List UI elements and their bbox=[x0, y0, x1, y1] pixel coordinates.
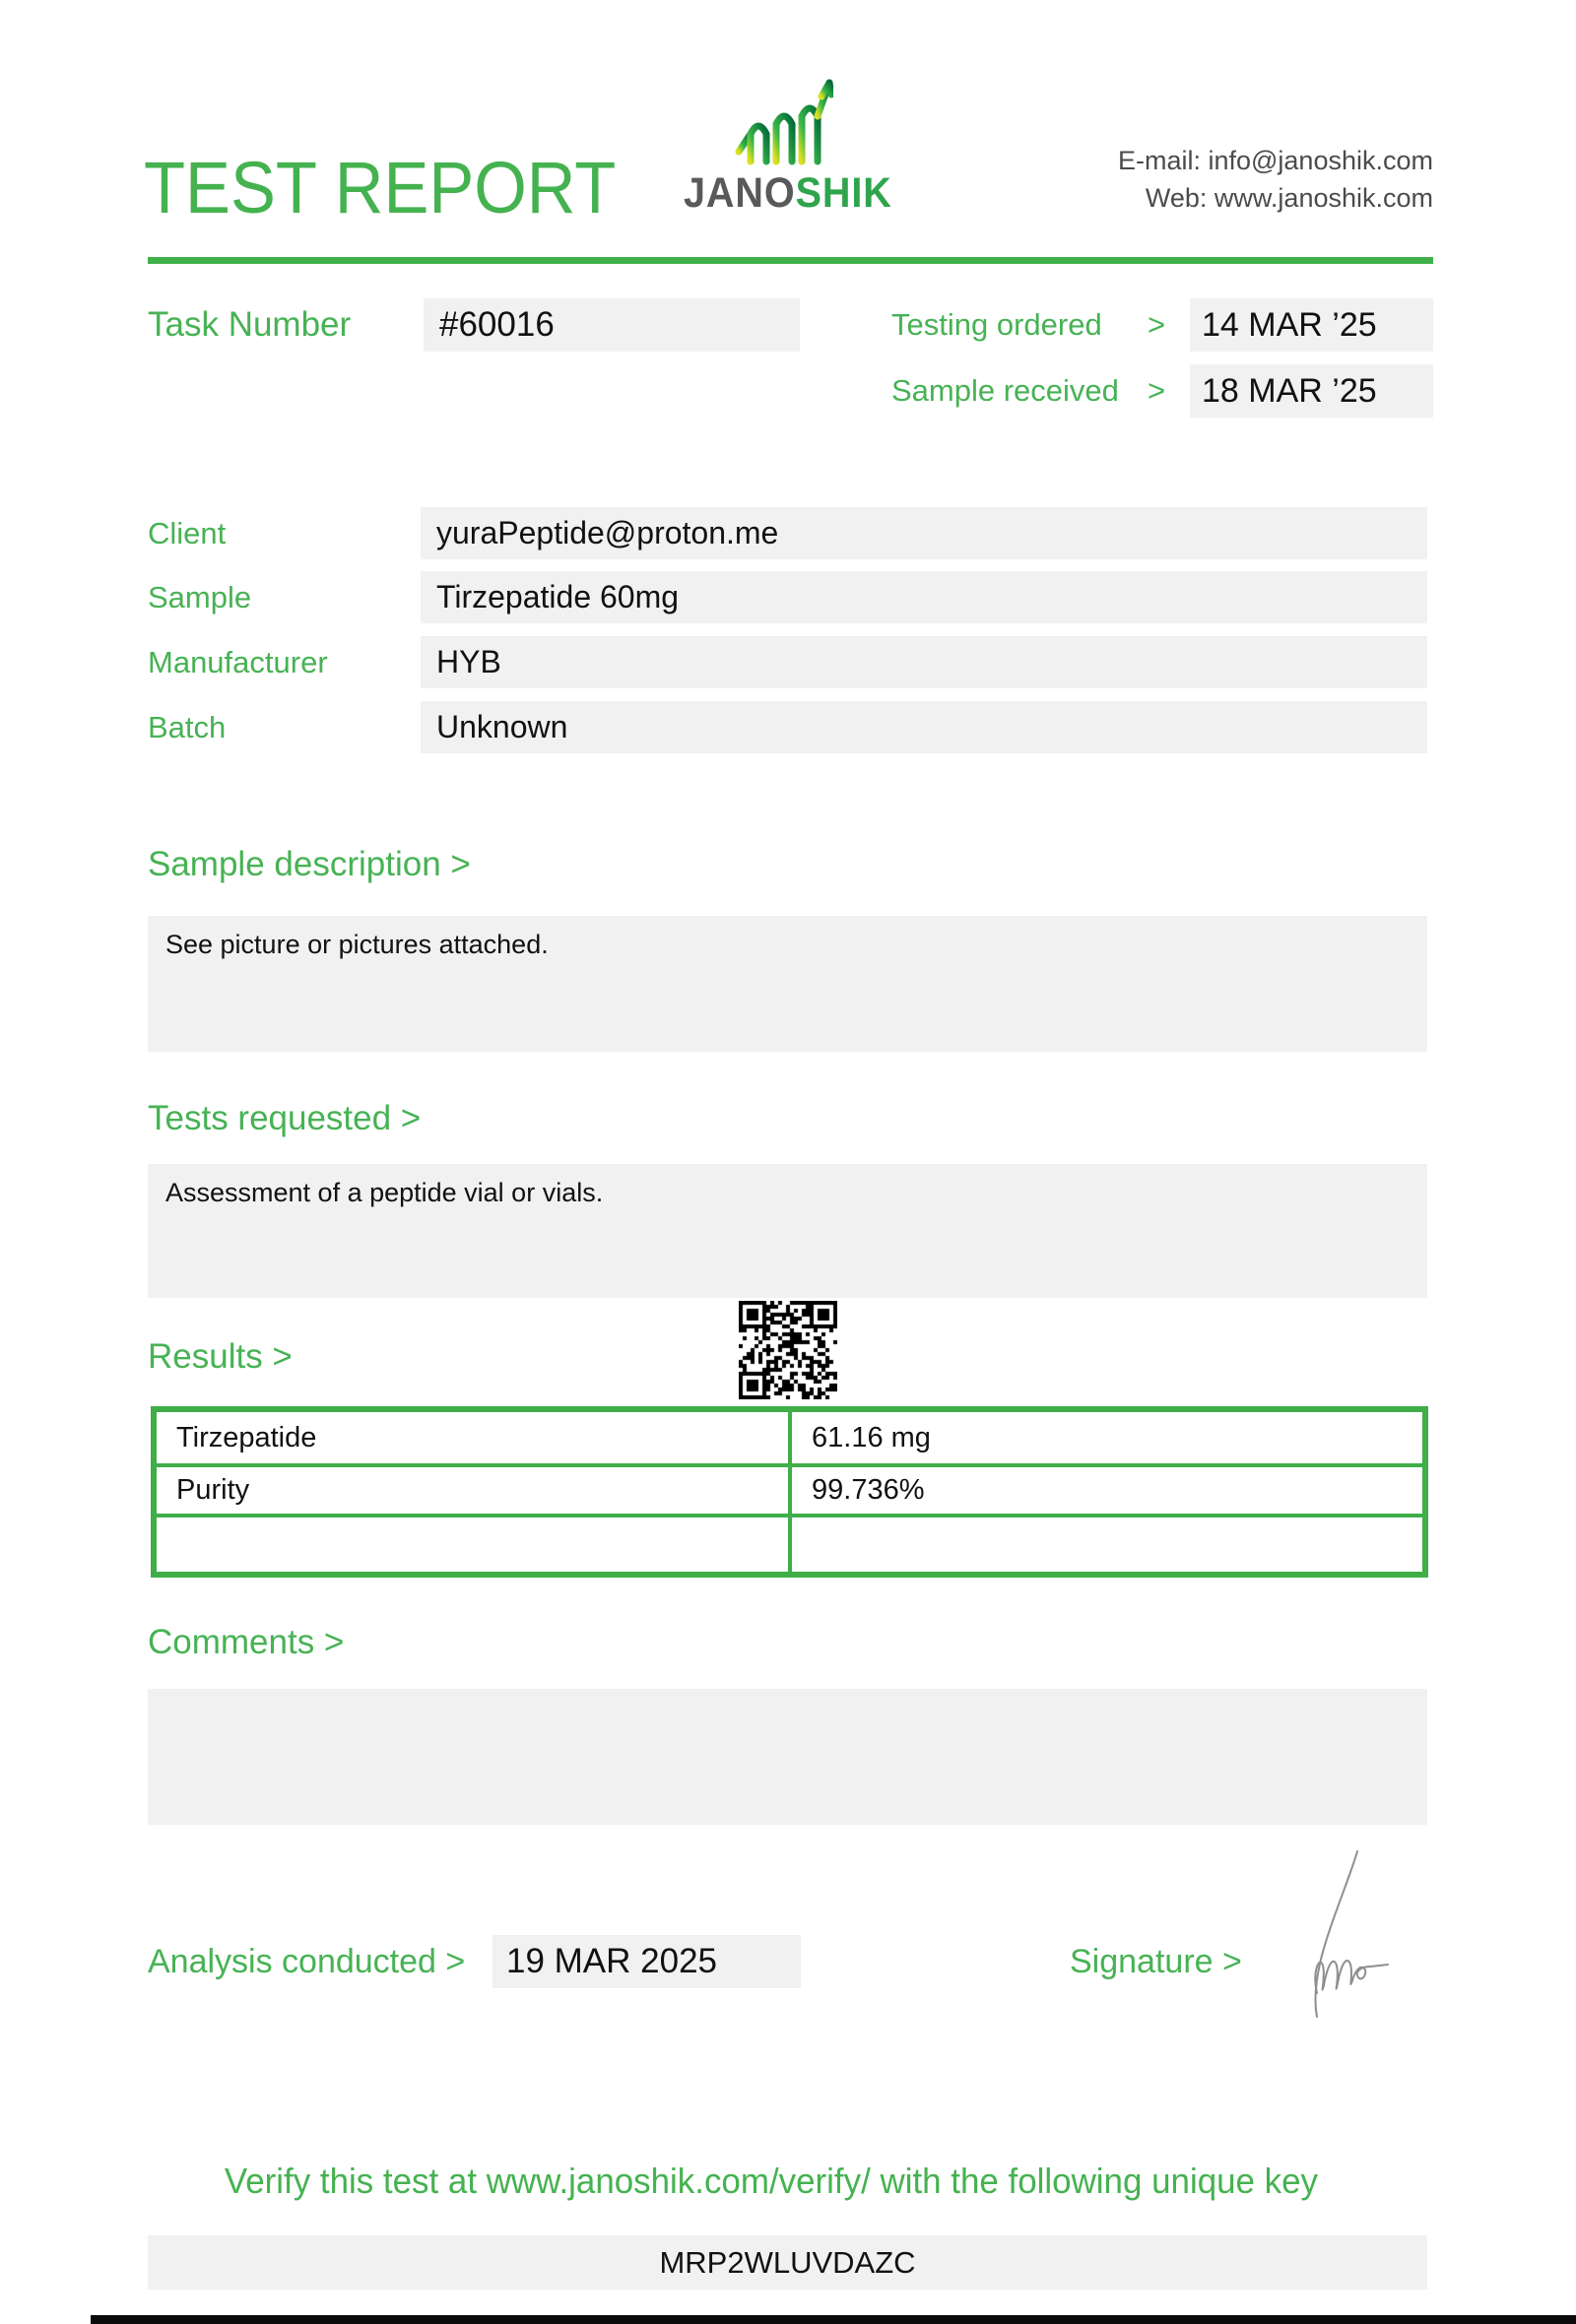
analysis-date-value: 19 MAR 2025 bbox=[492, 1935, 801, 1988]
logo-wordmark bbox=[684, 169, 892, 218]
result-value-cell: 99.736% bbox=[788, 1463, 1422, 1514]
manufacturer-label: Manufacturer bbox=[148, 645, 328, 679]
result-value-cell: 61.16 mg bbox=[788, 1412, 1422, 1463]
task-number-label: Task Number bbox=[148, 305, 352, 344]
page-bottom-edge bbox=[91, 2315, 1576, 2324]
header-divider bbox=[148, 257, 1433, 264]
logo-jano: JANO bbox=[684, 169, 796, 217]
result-name-cell: Tirzepatide bbox=[176, 1421, 317, 1453]
verify-key-value: MRP2WLUVDAZC bbox=[148, 2235, 1427, 2290]
sample-received-arrow-icon: > bbox=[1148, 373, 1166, 408]
results-table bbox=[151, 1406, 1428, 1578]
logo-shik: SHIK bbox=[795, 169, 892, 217]
chart-growth-icon bbox=[735, 75, 833, 167]
batch-value: Unknown bbox=[421, 701, 1427, 753]
sample-value: Tirzepatide 60mg bbox=[421, 571, 1427, 623]
tests-requested-box: Assessment of a peptide vial or vials. bbox=[148, 1164, 1427, 1298]
sample-received-label: Sample received bbox=[891, 373, 1119, 408]
comments-box bbox=[148, 1689, 1427, 1825]
tests-requested-heading: Tests requested > bbox=[148, 1099, 422, 1137]
testing-ordered-label: Testing ordered bbox=[891, 307, 1102, 342]
result-name-cell: Purity bbox=[157, 1463, 788, 1514]
result-value-cell bbox=[788, 1514, 1422, 1572]
page-title: TEST REPORT bbox=[144, 147, 617, 228]
sample-received-value: 18 MAR ’25 bbox=[1190, 364, 1433, 418]
manufacturer-value: HYB bbox=[421, 636, 1427, 688]
sample-description-heading: Sample description > bbox=[148, 845, 471, 883]
analysis-conducted-label: Analysis conducted > bbox=[148, 1943, 466, 1980]
verify-instruction: Verify this test at www.janoshik.com/verify/ with the following unique key bbox=[224, 2161, 1319, 2201]
sample-description-box: See picture or pictures attached. bbox=[148, 916, 1427, 1052]
results-heading: Results > bbox=[148, 1337, 293, 1376]
task-number-value: #60016 bbox=[424, 298, 800, 352]
sample-label: Sample bbox=[148, 580, 252, 614]
client-value: yuraPeptide@proton.me bbox=[421, 507, 1427, 559]
client-label: Client bbox=[148, 516, 227, 550]
qr-code bbox=[739, 1301, 837, 1399]
signature-handwriting bbox=[1292, 1845, 1401, 2034]
contact-block bbox=[1118, 142, 1433, 217]
contact-web: Web: www.janoshik.com bbox=[1145, 183, 1433, 213]
contact-email: E-mail: info@janoshik.com bbox=[1117, 146, 1433, 175]
batch-label: Batch bbox=[148, 710, 227, 744]
result-name-cell bbox=[157, 1514, 788, 1572]
testing-ordered-arrow-icon: > bbox=[1148, 307, 1166, 342]
signature-label: Signature > bbox=[1070, 1943, 1242, 1980]
testing-ordered-value: 14 MAR ’25 bbox=[1190, 298, 1433, 352]
comments-heading: Comments > bbox=[148, 1623, 345, 1661]
